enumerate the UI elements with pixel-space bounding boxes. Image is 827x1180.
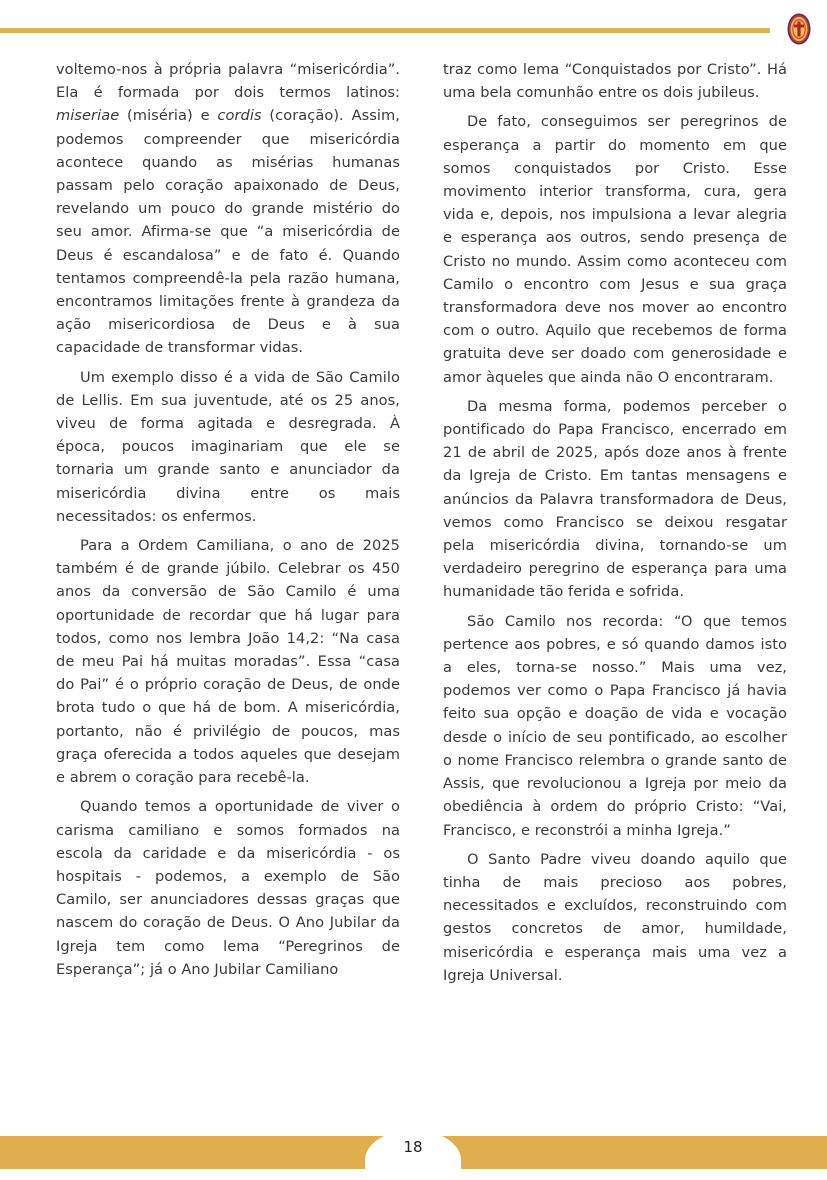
paragraph: O Santo Padre viveu doando aquilo que tinha de mais precioso aos pobres, necessitados e excluídos, reconstruindo com gestos concretos de amor, humildade, misericórdia e esperança mais uma vez a Igreja Universal. <box>443 850 787 984</box>
paragraph: Para a Ordem Camiliana, o ano de 2025 também é de grande júbilo. Celebrar os 450 anos da conversão de São Camilo é uma oportunidade de recordar que há lugar para todos, como nos lembra João 14,2: “Na casa de meu Pai há muitas moradas”. Essa “casa do Pai” é o próprio coração de Deus, de onde brota tudo o que há de bom. A misericórdia, portanto, não é privilégio de poucos, mas graça oferecida a todos aqueles que desejam e abrem o coração para recebê-la. <box>56 537 400 787</box>
left-text-column <box>56 58 400 987</box>
paragraph: Da mesma forma, podemos perceber o pontificado do Papa Francisco, encerrado em 21 de abril de 2025, após doze anos à frente da Igreja de Cristo. Em tantas mensagens e anúncios da Palavra transformadora de Deus, vemos como Francisco se deixou resgatar pela misericórdia divina, tornando-se um verdadeiro peregrino de esperança para uma humanidade tão ferida e sofrida. <box>443 397 787 601</box>
paragraph-text: voltemo-nos à própria palavra “misericórdia”. Ela é formada por dois termos latinos: <box>56 61 400 102</box>
paragraph: Quando temos a oportunidade de viver o carisma camiliano e somos formados na escola da caridade e da misericórdia - os hospitais - podemos, a exemplo de São Camilo, ser anunciadores dessas graças que nascem do coração de Deus. O Ano Jubilar da Igreja tem como lema “Peregrinos de Esperança”; já o Ano Jubilar Camiliano <box>56 798 400 978</box>
header-rule <box>0 28 770 33</box>
paragraph: São Camilo nos recorda: “O que temos pertence aos pobres, e só quando damos isto a eles, torna-se nosso.” Mais uma vez, podemos ver como o Papa Francisco já havia feito sua opção e doação de vida e vocação desde o início de seu pontificado, ao escolher o nome Francisco relembra o grande santo de Assis, que revolucionou a Igreja por meio da obediência à ordem do próprio Cristo: “Vai, Francisco, e reconstrói a minha Igreja.” <box>443 612 787 839</box>
paragraph-text: (coração). Assim, podemos compreender que misericórdia acontece quando as misérias humanas passam pelo coração apaixonado de Deus, revelando um pouco do grande mistério do seu amor. Afirma-se que “a misericórdia de Deus é escandalosa” e de fato é. Quando tentamos compreendê-la pela razão humana, encontramos limitações frente à grandeza da ação misericordiosa de Deus e à sua capacidade de transformar vidas. <box>56 107 400 357</box>
paragraph: De fato, conseguimos ser peregrinos de esperança a partir do momento em que somos conquistados por Cristo. Esse movimento interior transforma, cura, gera vida e, depois, nos impulsiona a levar alegria e esperança aos outros, sendo presença de Cristo no mundo. Assim como aconteceu com Camilo o encontro com Jesus e sua graça transformadora deve nos mover ao encontro com o outro. Aquilo que recebemos de forma gratuita deve ser doado com generosidade e amor àqueles que ainda não O encontraram. <box>443 113 787 386</box>
camillian-cross-emblem-icon <box>787 13 811 45</box>
page-number: 18 <box>403 1138 423 1156</box>
right-text-column <box>443 58 787 993</box>
latin-term: miseriae <box>56 107 120 125</box>
paragraph <box>56 58 400 360</box>
latin-term: cordis <box>217 107 262 125</box>
paragraph: Um exemplo disso é a vida de São Camilo de Lellis. Em sua juventude, até os 25 anos, viveu de forma agitada e desregrada. À época, poucos imaginariam que ele se tornaria um grande santo e anunciador da misericórdia divina entre os mais necessitados: os enfermos. <box>56 368 400 525</box>
paragraph-text: (miséria) e <box>119 107 218 125</box>
paragraph: traz como lema “Conquistados por Cristo”. Há uma bela comunhão entre os dois jubileus. <box>443 61 787 102</box>
